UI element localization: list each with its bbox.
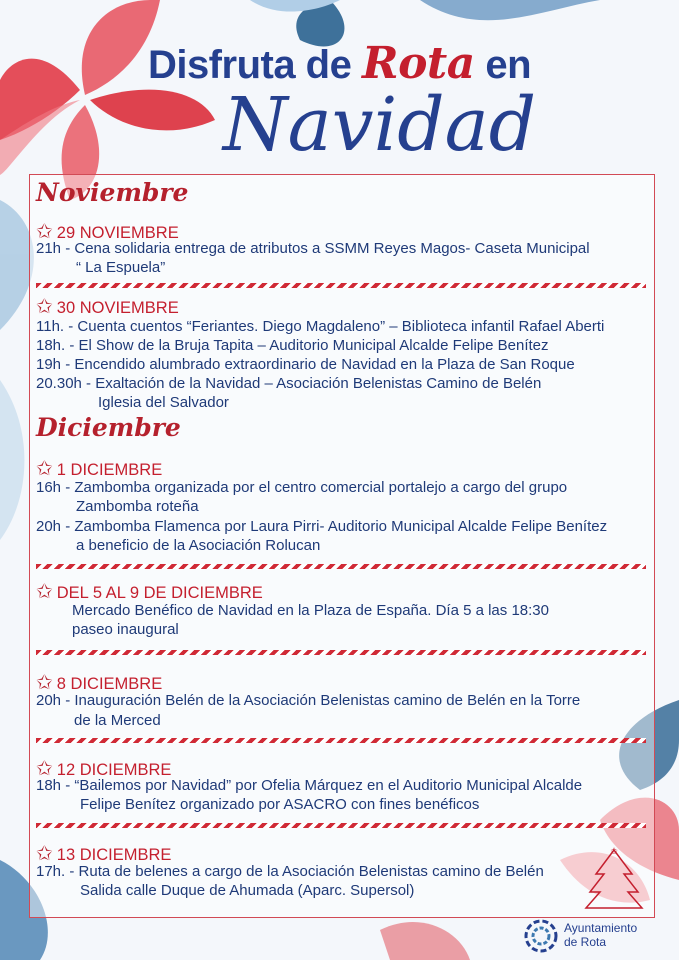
event-line: 19h - Encendido alumbrado extraordinario de Navidad en la Plaza de San Roque — [36, 356, 575, 373]
event-line: Salida calle Duque de Ahumada (Aparc. Supersol) — [80, 882, 415, 899]
month-diciembre: Diciembre — [36, 413, 181, 442]
event-date: ✩ 13 DICIEMBRE — [36, 843, 172, 865]
event-line: Felipe Benítez organizado por ASACRO con fines benéficos — [80, 796, 480, 813]
ayuntamiento-logo — [524, 917, 659, 955]
divider — [36, 650, 646, 655]
event-line: a beneficio de la Asociación Rolucan — [76, 537, 321, 554]
event-line: “ La Espuela” — [76, 259, 166, 276]
event-date: ✩ 1 DICIEMBRE — [36, 458, 163, 480]
event-line: Mercado Benéfico de Navidad en la Plaza de España. Día 5 a las 18:30 — [72, 602, 549, 619]
event-line: 16h - Zambomba organizada por el centro comercial portalejo a cargo del grupo — [36, 479, 568, 496]
header-title-line2: Navidad — [222, 82, 537, 168]
month-noviembre: Noviembre — [36, 178, 189, 207]
program-card — [29, 174, 655, 918]
event-date: ✩ 8 DICIEMBRE — [36, 672, 163, 694]
star-icon: ✩ — [36, 458, 53, 480]
logo-line2: de Rota — [564, 935, 607, 949]
divider — [36, 738, 646, 743]
star-icon: ✩ — [36, 672, 53, 694]
event-line: 11h. - Cuenta cuentos “Feriantes. Diego Magdaleno” – Biblioteca infantil Rafael Aberti — [36, 318, 605, 335]
event-line: paseo inaugural — [72, 621, 179, 638]
event-line: 20h - Inauguración Belén de la Asociación Belenistas camino de Belén en la Torre — [36, 692, 581, 709]
event-date: ✩ DEL 5 AL 9 DE DICIEMBRE — [36, 581, 263, 603]
event-line: 18h. - El Show de la Bruja Tapita – Auditorio Municipal Alcalde Felipe Benítez — [36, 337, 549, 354]
event-line: 20h - Zambomba Flamenca por Laura Pirri- Auditorio Municipal Alcalde Felipe Benítez — [36, 518, 608, 535]
event-line: 17h. - Ruta de belenes a cargo de la Asociación Belenistas camino de Belén — [36, 863, 544, 880]
title-part1: Disfruta de — [147, 43, 352, 87]
event-line: Iglesia del Salvador — [98, 394, 229, 411]
divider — [36, 283, 646, 288]
event-date: ✩ 30 NOVIEMBRE — [36, 296, 179, 318]
svg-text:✩: ✩ — [610, 847, 618, 857]
star-icon: ✩ — [36, 296, 53, 318]
title-rota: Rota — [362, 38, 475, 89]
divider — [36, 823, 646, 828]
event-line: de la Merced — [74, 712, 161, 729]
star-icon: ✩ — [36, 758, 53, 780]
event-date: ✩ 29 NOVIEMBRE — [36, 221, 179, 243]
logo-line1: Ayuntamiento — [564, 921, 638, 935]
ayuntamiento-logo-icon — [524, 919, 558, 953]
logo-text — [564, 921, 637, 949]
star-icon: ✩ — [36, 843, 53, 865]
event-line: Zambomba roteña — [76, 498, 199, 515]
star-icon: ✩ — [36, 581, 53, 603]
divider — [36, 564, 646, 569]
star-icon: ✩ — [36, 221, 53, 243]
event-line: 18h - “Bailemos por Navidad” por Ofelia Márquez en el Auditorio Municipal Alcalde — [36, 777, 583, 794]
christmas-tree-icon — [584, 846, 644, 910]
event-line: 20.30h - Exaltación de la Navidad – Asociación Belenistas Camino de Belén — [36, 375, 542, 392]
title-part2: en — [485, 43, 532, 87]
event-date: ✩ 12 DICIEMBRE — [36, 758, 172, 780]
event-line: 21h - Cena solidaria entrega de atributos a SSMM Reyes Magos- Caseta Municipal — [36, 240, 590, 257]
